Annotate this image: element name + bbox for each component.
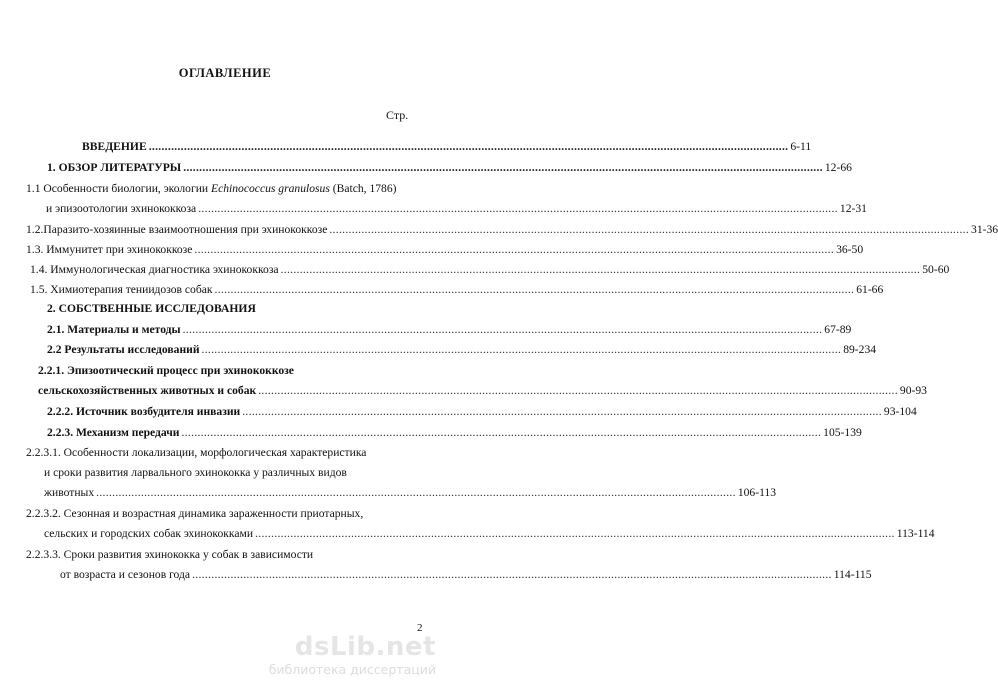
leader-dots: ........................................................................................................................................................................................................ bbox=[242, 405, 882, 418]
pages-column-label: Стр. bbox=[386, 108, 409, 122]
watermark-logo-subtitle: библиотека диссертаций bbox=[268, 662, 436, 677]
toc-label: 1.1 Особенности биологии, экологии bbox=[26, 182, 212, 195]
toc-entry-chapter-2[interactable]: 2. СОБСТВЕННЫЕ ИССЛЕДОВАНИЯ bbox=[47, 302, 256, 315]
toc-label: 2.2.2. Источник возбудителя инвазии bbox=[47, 405, 241, 418]
toc-entry-2-2-3[interactable] bbox=[47, 426, 862, 442]
watermark-logo-text: dsLib.net bbox=[294, 632, 436, 662]
leader-dots: ........................................................................................................................................................................................................ bbox=[194, 243, 835, 256]
page-title: ОГЛАВЛЕНИЕ bbox=[178, 66, 272, 80]
toc-entry-2-2-3-3-line1[interactable]: 2.2.3.3. Сроки развития эхинококка у собак в зависимости bbox=[26, 548, 314, 561]
toc-page: 31-36 bbox=[971, 223, 998, 236]
toc-page: 93-104 bbox=[883, 405, 917, 418]
leader-dots: ........................................................................................................................................................................................................ bbox=[280, 263, 921, 276]
toc-page: 12-66 bbox=[824, 161, 852, 174]
toc-entry-1-3[interactable] bbox=[26, 243, 864, 259]
toc-label: от возраста и сезонов года bbox=[60, 568, 191, 581]
toc-page: 67-89 bbox=[824, 323, 852, 336]
toc-label: 1. ОБЗОР ЛИТЕРАТУРЫ bbox=[47, 161, 182, 174]
leader-dots: ........................................................................................................................................................................................................ bbox=[96, 486, 736, 499]
toc-entry-1-5[interactable] bbox=[30, 283, 884, 299]
toc-page: 90-93 bbox=[899, 384, 927, 397]
leader-dots: ........................................................................................................................................................................................................ bbox=[198, 202, 838, 215]
toc-label: 1.5. Химиотерапия тениидозов собак bbox=[30, 283, 213, 296]
toc-page: 12-31 bbox=[839, 202, 867, 215]
toc-entry-1-1-line1[interactable] bbox=[26, 182, 397, 195]
toc-entry-1-4[interactable] bbox=[30, 263, 950, 279]
leader-dots: ........................................................................................................................................................................................................ bbox=[214, 283, 855, 296]
toc-entry-2-2-1-line2[interactable] bbox=[38, 384, 927, 400]
toc-entry-1-2[interactable] bbox=[26, 223, 998, 239]
leader-dots: ........................................................................................................................................................................................................ bbox=[181, 426, 822, 439]
toc-label: 1.2.Паразито-хозяинные взаимоотношения при эхинококкозе bbox=[26, 223, 328, 236]
toc-entry-1-1-line2[interactable] bbox=[46, 202, 867, 218]
toc-label: и эпизоотологии эхинококкоза bbox=[46, 202, 197, 215]
leader-dots: ........................................................................................................................................................................................................ bbox=[192, 568, 832, 581]
toc-entry-2-1[interactable] bbox=[47, 323, 852, 339]
toc-entry-2-2-3-1-line3[interactable] bbox=[44, 486, 777, 502]
toc-label: ВВЕДЕНИЕ bbox=[82, 140, 147, 153]
species-name: Echinococcus granulosus bbox=[211, 182, 330, 195]
toc-page: 113-114 bbox=[896, 527, 935, 540]
leader-dots: ........................................................................................................................................................................................................ bbox=[258, 384, 898, 397]
toc-entry-2-2-3-3-line2[interactable] bbox=[60, 568, 872, 584]
toc-label: сельских и городских собак эхинококками bbox=[44, 527, 254, 540]
toc-label: 1.3. Иммунитет при эхинококкозе bbox=[26, 243, 193, 256]
leader-dots: ........................................................................................................................................................................................................ bbox=[182, 323, 823, 336]
toc-entry-2-2-2[interactable] bbox=[47, 405, 917, 421]
toc-page: 61-66 bbox=[856, 283, 884, 296]
toc-entry-2-2-3-2-line2[interactable] bbox=[44, 527, 935, 543]
toc-entry-chapter-1[interactable] bbox=[47, 161, 852, 177]
toc-entry-2-2-3-2-line1[interactable]: 2.2.3.2. Сезонная и возрастная динамика зараженности приотарных, bbox=[26, 507, 364, 520]
leader-dots: ........................................................................................................................................................................................................ bbox=[148, 140, 789, 153]
toc-page: 89-234 bbox=[843, 343, 877, 356]
watermark-logo bbox=[248, 632, 448, 680]
toc-page: 106-113 bbox=[737, 486, 777, 499]
toc-label: сельскохозяйственных животных и собак bbox=[38, 384, 257, 397]
toc-page: 50-60 bbox=[922, 263, 950, 276]
leader-dots: ........................................................................................................................................................................................................ bbox=[201, 343, 842, 356]
toc-entry-intro[interactable] bbox=[82, 140, 812, 156]
toc-page: 6-11 bbox=[790, 140, 812, 153]
toc-label-end: (Batch, 1786) bbox=[329, 182, 397, 195]
toc-label: 2.2.3. Механизм передачи bbox=[47, 426, 180, 439]
toc-label: животных bbox=[44, 486, 95, 499]
leader-dots: ........................................................................................................................................................................................................ bbox=[329, 223, 970, 236]
toc-label: 1.4. Иммунологическая диагностика эхинококкоза bbox=[30, 263, 279, 276]
toc-page: 105-139 bbox=[823, 426, 862, 439]
toc-label: 2.1. Материалы и методы bbox=[47, 323, 181, 336]
toc-entry-2-2-3-1-line2[interactable]: и сроки развития ларвального эхинококка у различных видов bbox=[44, 466, 347, 479]
leader-dots: ........................................................................................................................................................................................................ bbox=[255, 527, 895, 540]
toc-entry-2-2-1-line1[interactable]: 2.2.1. Эпизоотический процесс при эхинококкозе bbox=[38, 364, 294, 377]
page-number: 2 bbox=[417, 622, 423, 634]
toc-entry-2-2-3-1-line1[interactable]: 2.2.3.1. Особенности локализации, морфологическая характеристика bbox=[26, 446, 367, 459]
leader-dots: ........................................................................................................................................................................................................ bbox=[183, 161, 823, 174]
toc-entry-2-2[interactable] bbox=[47, 343, 877, 359]
toc-page: 36-50 bbox=[836, 243, 864, 256]
toc-label: 2.2 Результаты исследований bbox=[47, 343, 200, 356]
toc-page: 114-115 bbox=[833, 568, 872, 581]
